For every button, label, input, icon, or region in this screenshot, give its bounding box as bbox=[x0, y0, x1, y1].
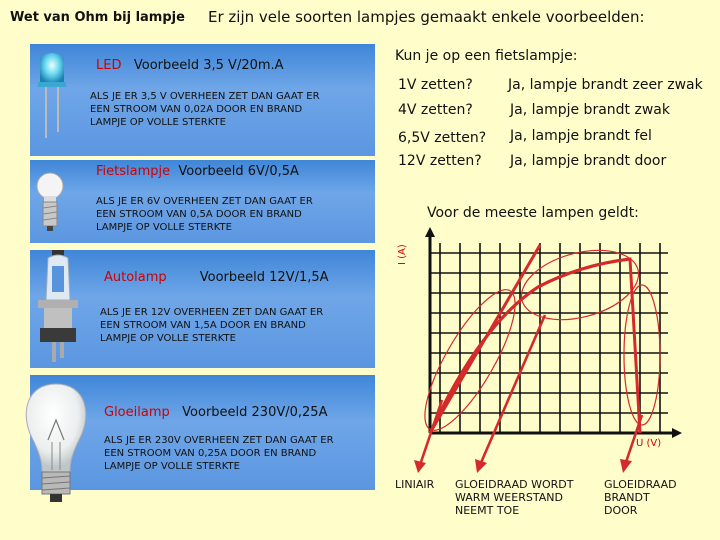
arrowhead-liniair bbox=[414, 460, 426, 473]
slide-heading: Er zijn vele soorten lampjes gemaakt enkele voorbeelden: bbox=[208, 8, 645, 26]
panel-autolamp-name: Autolamp bbox=[104, 270, 167, 285]
panel-autolamp-title bbox=[104, 270, 329, 285]
panel-led-name: LED bbox=[96, 58, 122, 73]
x-axis-label: U (V) bbox=[636, 438, 662, 449]
y-axis-label: I (A) bbox=[397, 244, 408, 265]
graph-grid bbox=[430, 243, 668, 433]
answer-row: Ja, lampje brandt door bbox=[510, 153, 667, 169]
panel-gloeilamp-example: Voorbeeld 230V/0,25A bbox=[182, 405, 328, 420]
panel-gloeilamp-name: Gloeilamp bbox=[104, 405, 170, 420]
panel-fietslampje-title bbox=[96, 164, 299, 179]
panel-autolamp-example: Voorbeeld 12V/1,5A bbox=[199, 270, 329, 285]
panel-fietslampje-name: Fietslampje bbox=[96, 164, 171, 179]
answer-row: Ja, lampje brandt fel bbox=[510, 128, 652, 144]
question-row: 6,5V zetten? bbox=[398, 130, 487, 146]
question-row: 12V zetten? bbox=[398, 153, 482, 169]
panel-led-example: Voorbeeld 3,5 V/20m.A bbox=[133, 58, 284, 73]
panel-autolamp-desc: ALS JE ER 12V OVERHEEN ZET DAN GAAT ER EEN STROOM VAN 1,5A DOOR EN BRAND LAMPJE OP VOLLE STERKTE bbox=[100, 307, 324, 344]
y-axis-arrow bbox=[425, 227, 435, 237]
x-axis-arrow bbox=[672, 428, 682, 438]
answer-row: Ja, lampje brandt zeer zwak bbox=[508, 77, 703, 93]
answer-row: Ja, lampje brandt zwak bbox=[510, 102, 670, 118]
fietslampje-image bbox=[34, 170, 66, 234]
oval-door bbox=[624, 285, 660, 425]
graph-heading: Voor de meeste lampen geldt: bbox=[427, 205, 639, 221]
panel-led-desc: ALS JE ER 3,5 V OVERHEEN ZET DAN GAAT ER EEN STROOM VAN 0,02A DOOR EN BRAND LAMPJE OP VOLLE STERKTE bbox=[90, 91, 320, 128]
arrowhead-warm bbox=[475, 459, 487, 473]
arrowhead-door bbox=[620, 459, 632, 473]
label-liniair: LINIAIR bbox=[395, 478, 435, 491]
led-lamp-image bbox=[32, 50, 72, 140]
gloeilamp-image bbox=[16, 380, 96, 510]
question-row: 1V zetten? bbox=[398, 77, 473, 93]
page-title: Wet van Ohm bij lampje bbox=[10, 10, 185, 25]
question-row: 4V zetten? bbox=[398, 102, 473, 118]
label-door: GLOEIDRAAD BRANDT DOOR bbox=[604, 478, 677, 517]
label-warm: GLOEIDRAAD WORDT WARM WEERSTAND NEEMT TOE bbox=[455, 478, 574, 517]
panel-fietslampje-desc: ALS JE ER 6V OVERHEEN ZET DAN GAAT ER EEN STROOM VAN 0,5A DOOR EN BRAND LAMPJE OP VOLLE STERKTE bbox=[96, 196, 313, 233]
panel-gloeilamp-desc: ALS JE ER 230V OVERHEEN ZET DAN GAAT ER EEN STROOM VAN 0,25A DOOR EN BRAND LAMPJE OP VOLLE STERKTE bbox=[104, 435, 334, 472]
autolamp-image bbox=[30, 248, 86, 366]
panel-gloeilamp-title bbox=[104, 405, 327, 420]
arrow-warm bbox=[480, 315, 545, 465]
panel-led-title bbox=[96, 58, 284, 73]
panel-fietslampje-example: Voorbeeld 6V/0,5A bbox=[178, 164, 299, 179]
curve-door bbox=[430, 259, 640, 433]
questions-heading: Kun je op een fietslampje: bbox=[395, 48, 578, 64]
